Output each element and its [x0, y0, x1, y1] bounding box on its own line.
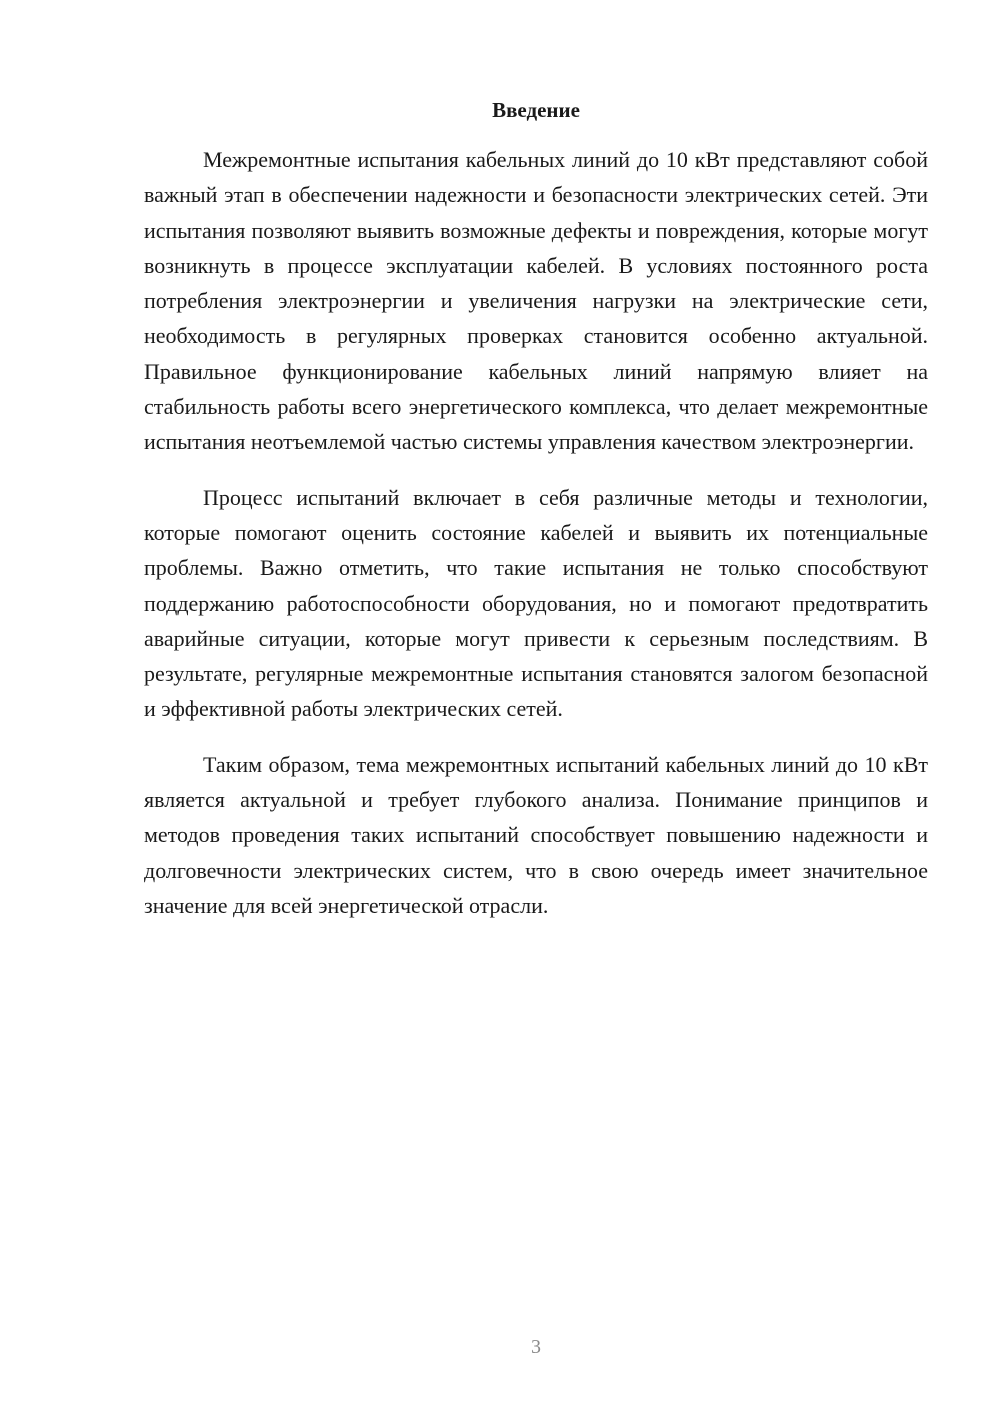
page-number: 3	[531, 1336, 541, 1358]
section-title: Введение	[492, 98, 580, 122]
paragraph-2: Процесс испытаний включает в себя различные методы и технологии, которые помогают оценить состояние кабелей и выявить их потенциальные проблемы. Важно отметить, что такие испытания не только способствуют поддержанию работоспособности оборудования, но и помогают предотвратить аварийные ситуации, которые могут привести к серьезным последствиям. В результате, регулярные межремонтные испытания становятся залогом безопасной и эффективной работы электрических сетей.	[144, 484, 928, 722]
body-text	[144, 142, 928, 923]
paragraph-3: Таким образом, тема межремонтных испытаний кабельных линий до 10 кВт является актуальной и требует глубокого анализа. Понимание принципов и методов проведения таких испытаний способствует повышению надежности и долговечности электрических систем, что в свою очередь имеет значительное значение для всей энергетической отрасли.	[144, 751, 928, 918]
paragraph-1: Межремонтные испытания кабельных линий до 10 кВт представляют собой важный этап в обеспечении надежности и безопасности электрических сетей. Эти испытания позволяют выявить возможные дефекты и повреждения, которые могут возникнуть в процессе эксплуатации кабелей. В условиях постоянного роста потребления электроэнергии и увеличения нагрузки на электрические сети, необходимость в регулярных проверках становится особенно актуальной. Правильное функционирование кабельных линий напрямую влияет на стабильность работы всего энергетического комплекса, что делает межремонтные испытания неотъемлемой частью системы управления качеством электроэнергии.	[144, 147, 928, 455]
